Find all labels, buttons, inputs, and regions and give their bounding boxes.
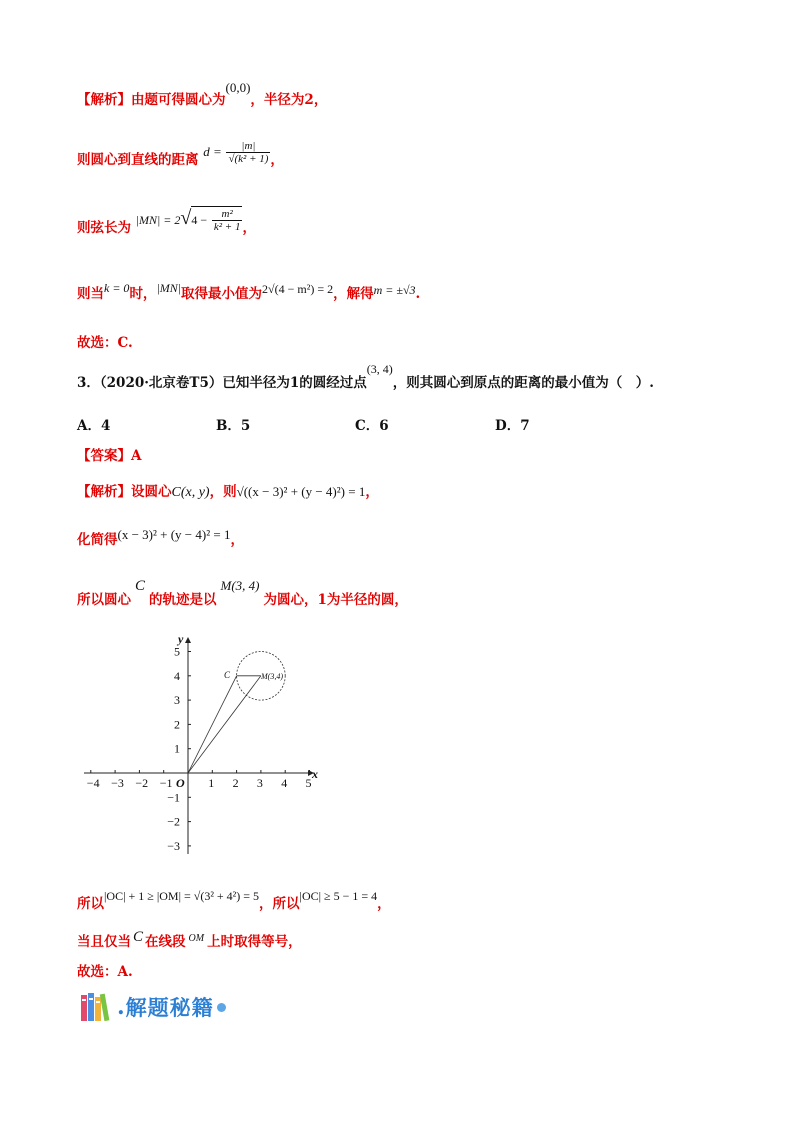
solution-line-4: 所以|OC| + 1 ≥ |OM| = √(3² + 4²) = 5，所以|OC| ≥ 5 − 1 = 4，	[77, 889, 391, 912]
option-b: B．5	[216, 418, 251, 434]
x-tick-label: 1	[208, 776, 215, 790]
coordinate-graph	[78, 632, 328, 862]
y-tick-label: 3	[174, 693, 180, 708]
x-tick-label: −2	[135, 776, 149, 790]
logo-title: 解题秘籍	[125, 996, 214, 1020]
x-tick-label: −4	[86, 776, 100, 790]
math-d: d =	[203, 144, 222, 159]
books-icon	[80, 991, 116, 1023]
solution-line-3: 所以圆心C的轨迹是以M(3, 4)为圆心，1为半径的圆，	[77, 578, 408, 608]
solution-line-5: 当且仅当 C 在线段 $^{OM}$ 上时取得等号，	[77, 929, 302, 950]
dot-icon	[217, 1003, 226, 1012]
answer-line: 【答案】A	[77, 448, 142, 464]
point-c-label: C	[224, 670, 231, 680]
solution-line-6: 故选：A.	[77, 964, 133, 980]
y-tick-label: 5	[174, 644, 180, 659]
y-tick-label: 1	[174, 741, 180, 756]
math-origin: (0,0)	[225, 80, 251, 95]
x-tick-label: 3	[256, 776, 263, 790]
analysis-line-3: 则弦长为 |MN| = 2√4 − $\frac{\text{m²}}{\text{k² + 1}}$ ，	[77, 207, 256, 236]
segment-oc	[188, 676, 237, 773]
x-tick-label: −3	[111, 776, 124, 790]
y-tick-label: −2	[167, 814, 180, 829]
y-tick-label: 4	[174, 668, 180, 683]
y-ticks	[167, 645, 191, 853]
chord-fraction: $\frac{\text{m²}}{\text{k² + 1}}$	[213, 208, 241, 233]
x-tick-label: 5	[305, 776, 312, 790]
option-c: C．6	[355, 418, 389, 434]
y-tick-label: −1	[167, 790, 180, 805]
option-d: D．7	[495, 418, 530, 434]
analysis-line-1: 【解析】由题可得圆心为(0,0)，半径为2，	[77, 80, 328, 108]
solution-line-1: 【解析】设圆心C(x, y)，则√((x − 3)² + (y − 4)²) = 1，	[77, 484, 379, 500]
y-tick-label: 2	[174, 717, 180, 732]
distance-fraction: $\frac{|m|}{\text{√(k² + 1)}}$	[228, 140, 269, 165]
answer-choice-line: 故选：C.	[77, 335, 133, 351]
analysis-tag: 【解析】	[77, 92, 131, 108]
solution-line-2: 化简得(x − 3)² + (y − 4)² = 1，	[77, 527, 244, 548]
origin-label: O	[176, 776, 185, 790]
section-logo: . 解题秘籍	[80, 988, 226, 1026]
x-tick-label: −1	[159, 776, 173, 790]
x-tick-label: 2	[232, 776, 239, 790]
y-axis-label: y	[178, 632, 184, 646]
question-3: 3．（2020·北京卷T5）已知半径为1的圆经过点(3, 4)，则其圆心到原点的距离的最小值为（ ）.	[77, 362, 654, 391]
x-axis-label: x	[312, 767, 318, 781]
segment-om	[188, 676, 261, 773]
math-mn: |MN| = 2	[135, 213, 181, 227]
y-tick-label: −3	[167, 838, 180, 853]
option-a: A．4	[77, 418, 111, 434]
x-tick-label: 4	[281, 776, 288, 790]
analysis-line-4: 则当k = 0时，|MN|取得最小值为2√(4 − m²) = 2，解得m = ±√3.	[77, 281, 421, 302]
point-m-label: M(3,4)	[261, 672, 283, 681]
analysis-line-2: 则圆心到直线的距离 d = $\frac{|m|}{\text{√(k² + 1)}}$ ，	[77, 140, 284, 168]
